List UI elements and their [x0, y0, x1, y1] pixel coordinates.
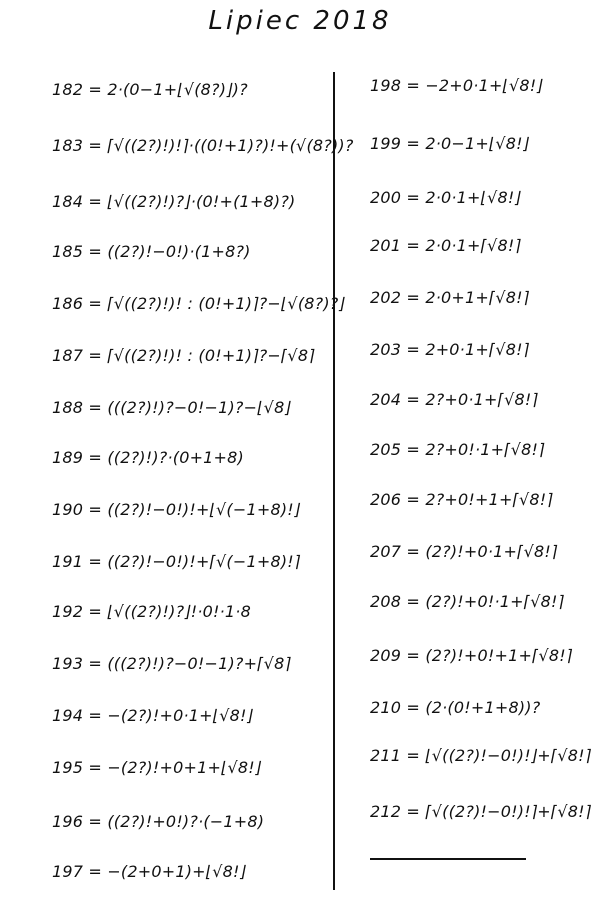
equation-207: 207 = (2?)!+0·1+⌈√8!⌉ — [370, 542, 558, 561]
equation-204: 204 = 2?+0·1+⌈√8!⌉ — [370, 390, 538, 409]
equation-212: 212 = ⌈√((2?)!−0!)!⌉+⌈√8!⌉ — [370, 802, 592, 821]
equation-192: 192 = ⌊√((2?)!)?⌋!·0!·1·8 — [52, 602, 251, 621]
equation-211: 211 = ⌊√((2?)!−0!)!⌋+⌈√8!⌉ — [370, 746, 592, 765]
equation-187: 187 = ⌈√((2?)!)! : (0!+1)⌉?−⌈√8⌉ — [52, 346, 315, 365]
equation-184: 184 = ⌊√((2?)!)?⌋·(0!+(1+8)?) — [52, 192, 296, 211]
end-rule — [370, 858, 526, 860]
equation-195: 195 = −(2?)!+0+1+⌊√8!⌋ — [52, 758, 262, 777]
equation-201: 201 = 2·0·1+⌈√8!⌉ — [370, 236, 521, 255]
equation-199: 199 = 2·0−1+⌊√8!⌋ — [370, 134, 530, 153]
equation-190: 190 = ((2?)!−0!)!+⌊√(−1+8)!⌋ — [52, 500, 301, 519]
equation-188: 188 = (((2?)!)?−0!−1)?−⌊√8⌋ — [52, 398, 291, 417]
equation-208: 208 = (2?)!+0!·1+⌈√8!⌉ — [370, 592, 565, 611]
equation-194: 194 = −(2?)!+0·1+⌊√8!⌋ — [52, 706, 254, 725]
equation-203: 203 = 2+0·1+⌈√8!⌉ — [370, 340, 530, 359]
equation-189: 189 = ((2?)!)?·(0+1+8) — [52, 448, 244, 467]
equation-186: 186 = ⌈√((2?)!)! : (0!+1)⌉?−⌊√(8?)?⌋ — [52, 294, 345, 313]
equation-205: 205 = 2?+0!·1+⌈√8!⌉ — [370, 440, 545, 459]
page-title: Lipiec 2018 — [208, 6, 392, 36]
equation-182: 182 = 2·(0−1+⌊√(8?)⌋)? — [52, 80, 248, 99]
equation-183: 183 = ⌈√((2?)!)!⌉·((0!+1)?)!+(√(8?))? — [52, 136, 354, 155]
equation-185: 185 = ((2?)!−0!)·(1+8?) — [52, 242, 251, 261]
equation-191: 191 = ((2?)!−0!)!+⌈√(−1+8)!⌉ — [52, 552, 301, 571]
equation-200: 200 = 2·0·1+⌊√8!⌋ — [370, 188, 521, 207]
equation-198: 198 = −2+0·1+⌊√8!⌋ — [370, 76, 543, 95]
column-divider — [333, 72, 335, 890]
equation-193: 193 = (((2?)!)?−0!−1)?+⌈√8⌉ — [52, 654, 291, 673]
equation-209: 209 = (2?)!+0!+1+⌈√8!⌉ — [370, 646, 573, 665]
equation-202: 202 = 2·0+1+⌈√8!⌉ — [370, 288, 530, 307]
equation-196: 196 = ((2?)!+0!)?·(−1+8) — [52, 812, 265, 831]
equation-206: 206 = 2?+0!+1+⌈√8!⌉ — [370, 490, 553, 509]
equation-197: 197 = −(2+0+1)+⌊√8!⌋ — [52, 862, 247, 881]
equation-210: 210 = (2·(0!+1+8))? — [370, 698, 541, 717]
